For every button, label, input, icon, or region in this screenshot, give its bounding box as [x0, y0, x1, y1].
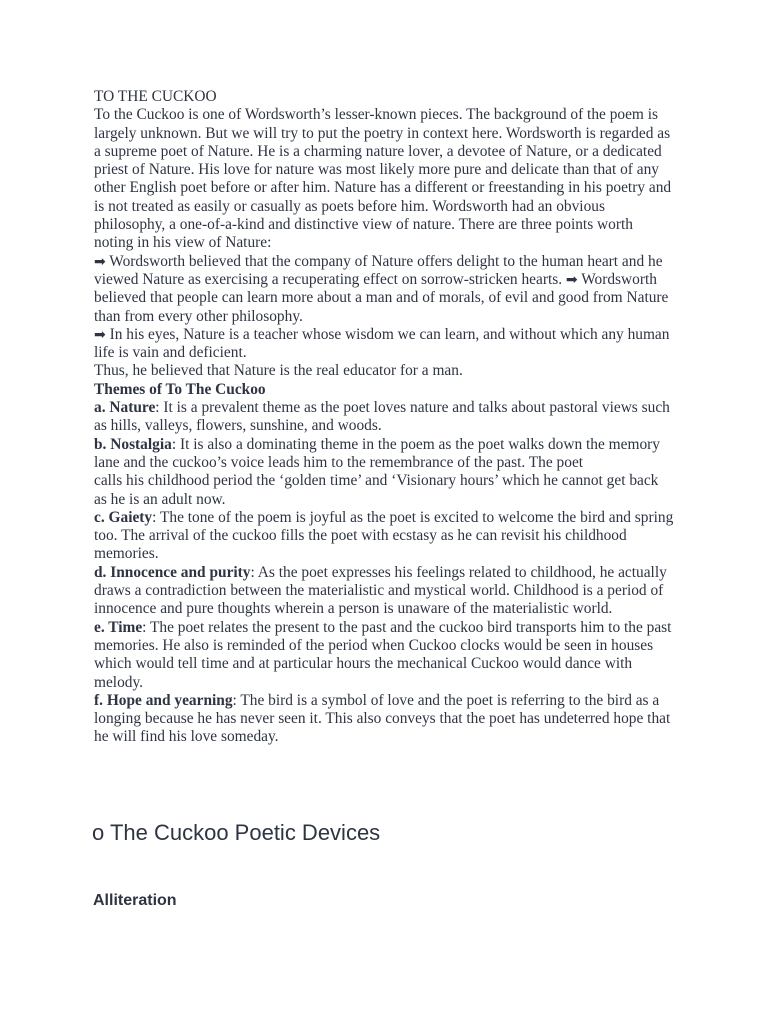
- theme-label: b. Nostalgia: [94, 435, 172, 453]
- point-3-paragraph: [94, 326, 674, 363]
- theme-item: [94, 436, 674, 473]
- theme-item: [94, 509, 674, 564]
- arrow-right-icon: ➡: [565, 271, 578, 288]
- alliteration-heading: Alliteration: [93, 892, 177, 909]
- theme-item: [94, 399, 674, 436]
- intro-paragraph: [94, 106, 674, 326]
- theme-text: : The poet relates the present to the past and the cuckoo bird transports him to the past memories. He also is reminded of the period when Cuckoo clocks would be seen in houses which would tell time and at particular hours the mechanical Cuckoo would dance with melody.: [94, 618, 672, 691]
- theme-label: c. Gaiety: [94, 508, 153, 526]
- theme-text: : As the poet expresses his feelings related to childhood, he actually draws a contradiction between the materialistic and mystical world. Childhood is a period of innocence and pure thoughts wherein a person is unaware of the materialistic world.: [94, 563, 667, 618]
- arrow-right-icon: ➡: [94, 326, 106, 343]
- theme-label: f. Hope and yearning: [94, 691, 233, 709]
- theme-item: [94, 564, 674, 619]
- document-body: [94, 88, 674, 747]
- theme-label: e. Time: [94, 618, 143, 636]
- theme-text: : It is a prevalent theme as the poet loves nature and talks about pastoral views such as hills, valleys, flowers, sunshine, and woods.: [94, 399, 670, 435]
- point-1-text: Wordsworth believed that the company of Nature offers delight to the human heart and he viewed Nature as exercising a recuperating effect on sorrow-stricken hearts.: [94, 252, 663, 288]
- theme-item: [94, 619, 674, 692]
- theme-item: [94, 692, 674, 747]
- point-2-text: Wordsworth believed that people can learn more about a man and of morals, of evil and good from Nature than from every other philosophy.: [94, 270, 669, 325]
- arrow-right-icon: ➡: [94, 253, 106, 270]
- themes-heading: Themes of To The Cuckoo: [94, 380, 266, 398]
- poetic-devices-heading: o The Cuckoo Poetic Devices: [92, 820, 381, 845]
- theme-text: : It is also a dominating theme in the poem as the poet walks down the memory lane and the cuckoo’s voice leads him to the remembrance of the past. The poet: [94, 435, 660, 471]
- theme-text: : The tone of the poem is joyful as the poet is excited to welcome the bird and spring too. The arrival of the cuckoo fills the poet with ecstasy as he can revisit his childhood memories.: [94, 508, 674, 563]
- point-3-text: In his eyes, Nature is a teacher whose wisdom we can learn, and without which any human life is vain and deficient.: [94, 325, 670, 362]
- conclusion-text: Thus, he believed that Nature is the real educator for a man.: [94, 362, 463, 380]
- theme-continuation: calls his childhood period the ‘golden time’ and ‘Visionary hours’ which he cannot get back as he is an adult now.: [94, 472, 659, 508]
- theme-label: d. Innocence and purity: [94, 563, 251, 581]
- theme-text: : The bird is a symbol of love and the poet is referring to the bird as a longing because he has never seen it. This also conveys that the poet has undeterred hope that he will find his love someday.: [94, 691, 671, 746]
- document-title: TO THE CUCKOO: [94, 88, 217, 105]
- intro-text: To the Cuckoo is one of Wordsworth’s lesser-known pieces. The background of the poem is largely unknown. But we will try to put the poetry in context here. Wordsworth is regarded as a supreme poet of Nature. He is a charming nature lover, a devotee of Nature, or a dedicated priest of Nature. His love for nature was most likely more pure and delicate than that of any other English poet before or after him. Nature has a different or freestanding in his poetry and is not treated as easily or casually as poets before him. Wordsworth had an obvious philosophy, a one-of-a-kind and distinctive view of nature. There are three points worth noting in his view of Nature:: [94, 106, 672, 252]
- theme-label: a. Nature: [94, 399, 156, 417]
